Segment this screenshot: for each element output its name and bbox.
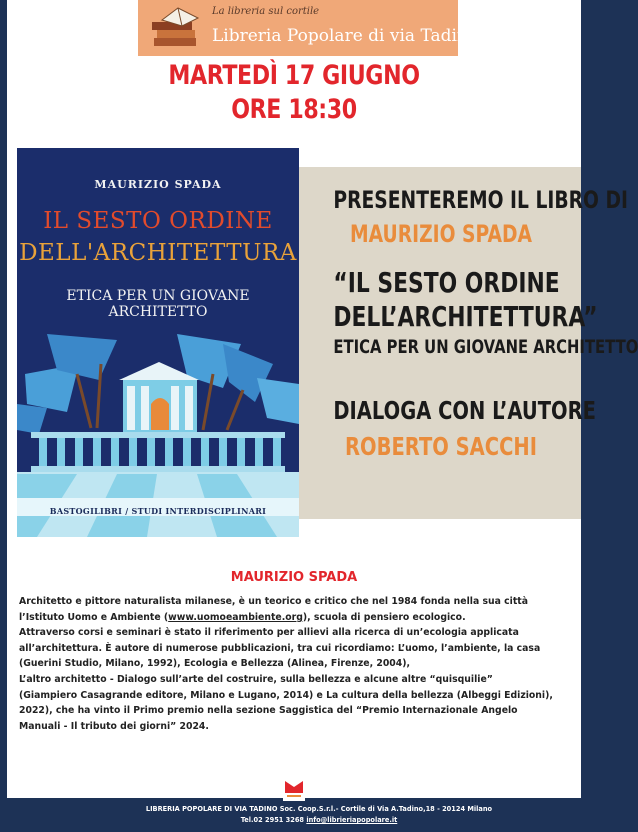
presentation-intro: PRESENTEREMO IL LIBRO DI [333, 186, 628, 214]
bio-text: ), scuola di pensiero ecologico. [302, 611, 466, 623]
bio-line: (Guerini Studio, Milano, 1992), Ecologia e Bellezza (Alinea, Firenze, 2004), [19, 658, 411, 670]
moderator-name: ROBERTO SACCHI [345, 432, 537, 461]
website-link[interactable]: www.uomoeambiente.org [168, 611, 303, 623]
event-date: MARTEDÌ 17 GIUGNO [168, 60, 420, 91]
books-logo-icon [148, 4, 206, 52]
book-cover [17, 148, 299, 537]
footer-phone: Tel.02 2951 3268 [240, 816, 307, 824]
presentation-title-line2: DELL’ARCHITETTURA” [333, 300, 598, 333]
footer-contacts [0, 816, 638, 824]
poster [7, 0, 638, 798]
bio-text: l’Istituto Uomo e Ambiente ( [19, 611, 169, 623]
bio-line: all’architettura. È autore di numerose pubblicazioni, tra cui ricordiamo: L’uomo, l’ambiente, la casa [19, 642, 541, 654]
bio-line: Manuali - Il tributo dei giorni” 2024. [19, 720, 209, 732]
event-time: ORE 18:30 [231, 94, 357, 125]
bio-line: L’altro architetto - Dialogo sull’arte del costruire, sulla bellezza e alcune altre “quisquilie” [19, 673, 493, 685]
bio-line: (Giampiero Casagrande editore, Milano e Lugano, 2014) e La cultura della bellezza (Albeggi Edizioni), [19, 689, 553, 701]
bookshop-name: Libreria Popolare di via Tadino [212, 26, 479, 46]
cover-publisher: BASTOGILIBRI / STUDI INTERDISCIPLINARI [49, 506, 267, 516]
author-bio [19, 594, 575, 734]
bio-line: 2022), che ha vinto il Primo premio nella sezione Saggistica del “Premio Internazionale Angelo [19, 705, 518, 717]
bookshop-mark-icon [283, 775, 305, 801]
bio-title: MAURIZIO SPADA [230, 570, 358, 585]
footer-address: LIBRERIA POPOLARE DI VIA TADINO Soc. Coop.S.r.l.- Cortile di Via A.Tadino,18 - 20124 Milano [145, 805, 493, 813]
presentation-subtitle: ETICA PER UN GIOVANE ARCHITETTO [333, 336, 638, 358]
banner-tagline: La libreria sul cortile [212, 6, 320, 17]
bio-line: Architetto e pittore naturalista milanese, è un teorico e critico che nel 1984 fonda nella sua città [19, 596, 529, 607]
presentation-author: MAURIZIO SPADA [349, 220, 533, 248]
cover-author: MAURIZIO SPADA [94, 178, 222, 191]
cover-subtitle: ETICA PER UN GIOVANE ARCHITETTO [66, 288, 250, 320]
bio-line: Attraverso corsi e seminari è stato il riferimento per allievi alla ricerca di un’ecologia applicata [19, 627, 519, 639]
cover-title-line1: IL SESTO ORDINE [43, 208, 273, 234]
dialogue-label: DIALOGA CON L’AUTORE [333, 396, 596, 425]
bio-line [19, 610, 575, 626]
cover-title-line2: DELL'ARCHITETTURA [19, 240, 297, 266]
footer-email-link[interactable]: info@librieriapopolare.it [306, 816, 398, 824]
header-banner [138, 0, 479, 56]
presentation-title-line1: “IL SESTO ORDINE [333, 266, 560, 299]
